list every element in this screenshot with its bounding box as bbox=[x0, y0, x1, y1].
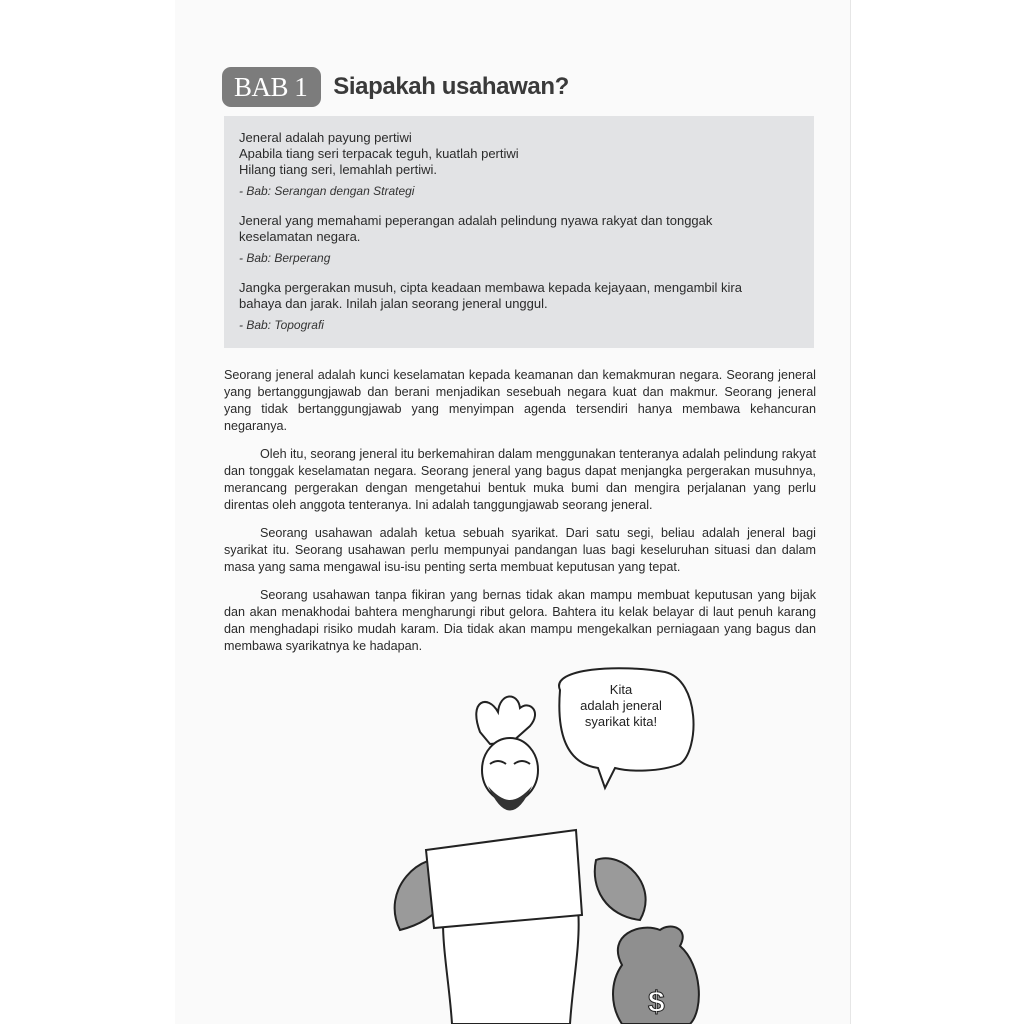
quote-line: keselamatan negara. bbox=[239, 229, 361, 244]
body-text bbox=[224, 367, 816, 666]
money-symbol: $ bbox=[648, 986, 665, 1019]
quote-line: Jeneral yang memahami peperangan adalah pelindung nyawa rakyat dan tonggak bbox=[239, 213, 713, 228]
quote-line: Jangka pergerakan musuh, cipta keadaan membawa kepada kejayaan, mengambil kira bbox=[239, 280, 742, 295]
speech-line: Kita bbox=[609, 682, 633, 697]
speech-line: adalah jeneral bbox=[580, 698, 662, 713]
quote bbox=[239, 280, 798, 333]
paragraph: Seorang usahawan adalah ketua sebuah syarikat. Dari satu segi, beliau adalah jeneral bagi syarikat itu. Seorang usahawan perlu mempunyai pandangan luas bagi keseluruhan situasi dan dalam masa yang sama mengawal isu-isu penting serta membuat keputusan yang tepat. bbox=[224, 526, 816, 574]
map-scroll bbox=[426, 830, 582, 928]
quote-line: Hilang tiang seri, lemahlah pertiwi. bbox=[239, 162, 437, 177]
quote-box bbox=[224, 116, 814, 348]
speech-bubble-text bbox=[556, 682, 686, 730]
quote bbox=[239, 213, 798, 266]
quote bbox=[239, 130, 798, 199]
quote-source: - Bab: Topografi bbox=[239, 318, 324, 332]
paragraph: Seorang jeneral adalah kunci keselamatan kepada keamanan dan kemakmuran negara. Seorang jeneral yang bertanggungjawab dan berani menjadikan sesebuah negara kuat dan makmur. Seorang jeneral yang tidak bertanggungjawab yang menyimpan agenda tersendiri hanya membawa kehancuran negaranya. bbox=[224, 368, 816, 433]
head bbox=[482, 738, 538, 802]
quote-source: - Bab: Berperang bbox=[239, 251, 331, 265]
paragraph: Oleh itu, seorang jeneral itu berkemahiran dalam menggunakan tenteranya adalah pelindung rakyat dan tonggak keselamatan negara. Seorang jeneral yang bagus dapat menjangka pergerakan musuhnya, merancang pergerakan dengan mengetahui bentuk muka bumi dan mengira perjalanan yang perlu direntas oleh anggota tenteranya. Ini adalah tanggungjawab seorang jeneral. bbox=[224, 447, 816, 512]
hat-icon bbox=[476, 696, 535, 744]
quote-line: Jeneral adalah payung pertiwi bbox=[239, 130, 412, 145]
quote-line: bahaya dan jarak. Inilah jalan seorang jeneral unggul. bbox=[239, 296, 548, 311]
chapter-tag: BAB 1 bbox=[222, 67, 321, 107]
chapter-title: Siapakah usahawan? bbox=[333, 73, 569, 100]
paragraph: Seorang usahawan tanpa fikiran yang bernas tidak akan mampu membuat keputusan yang bijak dan akan menakhodai bahtera mengharungi ribut gelora. Bahtera itu kelak belayar di laut penuh karang dan menghadapi risiko mudah karam. Dia tidak akan mampu mengekalkan perniagaan yang bagus dan membawa syarikatnya ke hadapan. bbox=[224, 588, 816, 653]
quote-source: - Bab: Serangan dengan Strategi bbox=[239, 184, 415, 198]
speech-line: syarikat kita! bbox=[584, 714, 658, 729]
chapter-header bbox=[222, 66, 569, 108]
quote-line: Apabila tiang seri terpacak teguh, kuatlah pertiwi bbox=[239, 146, 519, 161]
